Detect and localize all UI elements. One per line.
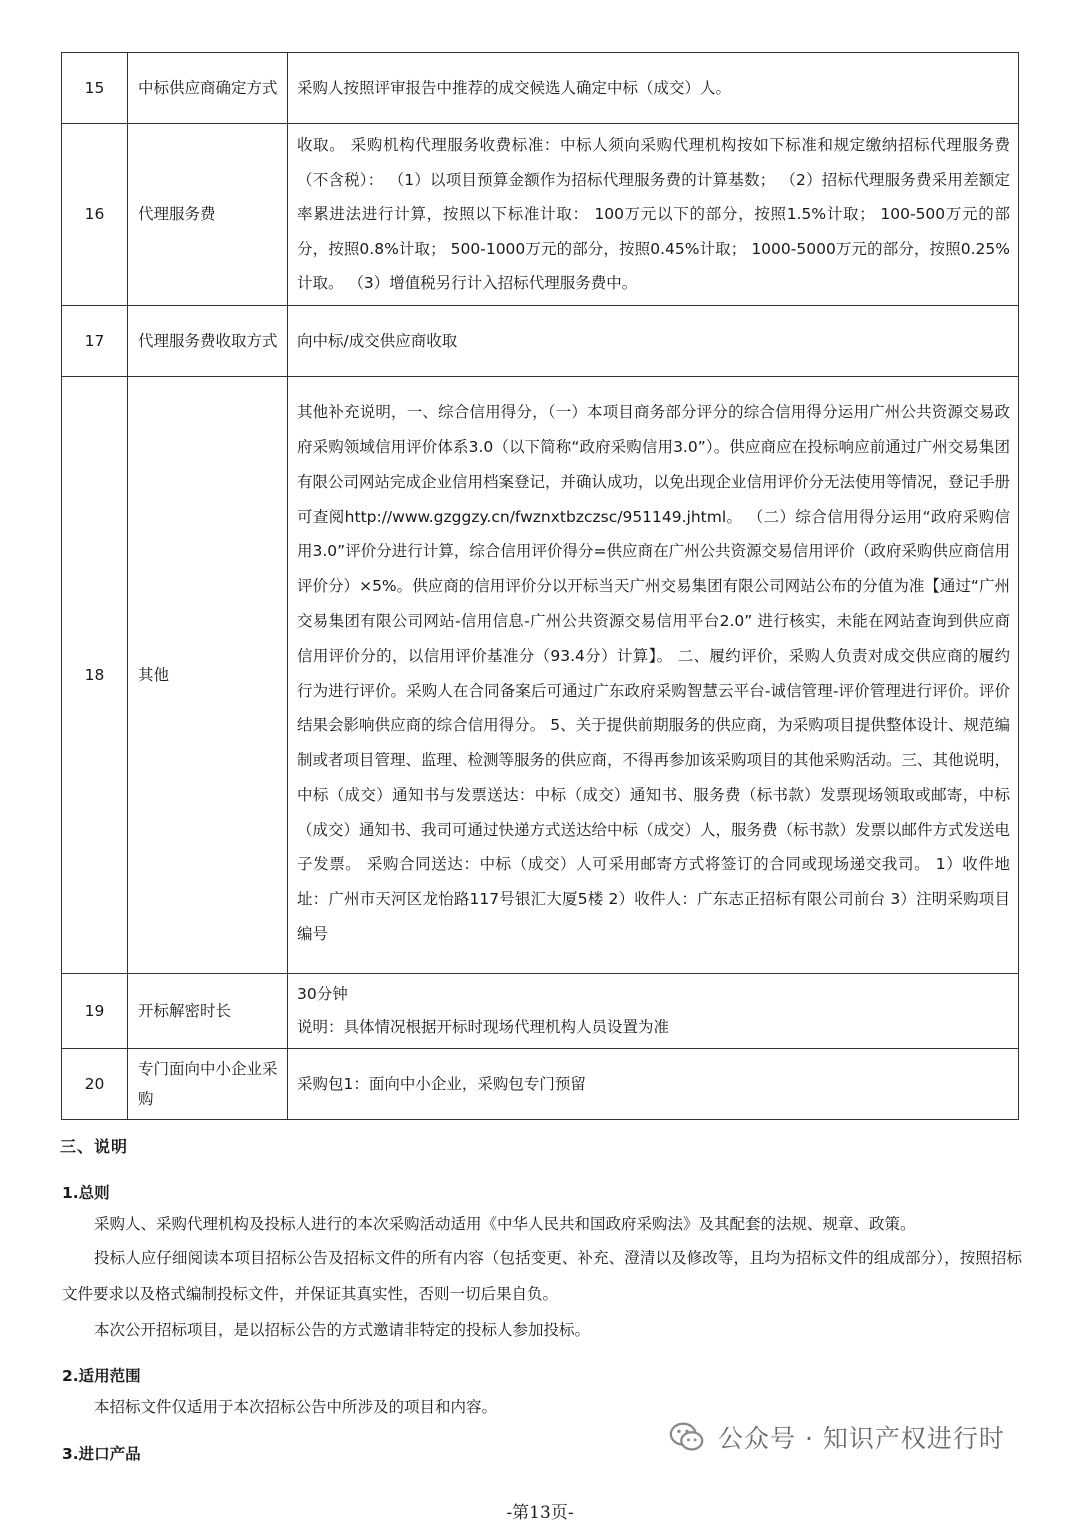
row-item-value — [288, 1048, 1019, 1119]
row-item-name: 中标供应商确定方式 — [128, 53, 288, 124]
value-line: 采购人按照评审报告中推荐的成交候选人确定中标（成交）人。 — [297, 79, 732, 97]
table-row — [62, 305, 1019, 376]
subsection-title: 3.进口产品 — [62, 1445, 141, 1463]
row-item-value — [288, 973, 1019, 1048]
table-row — [62, 1048, 1019, 1119]
value-line: 说明：具体情况根据开标时现场代理机构人员设置为准 — [297, 1017, 670, 1036]
row-number: 19 — [62, 973, 128, 1048]
table-row — [62, 376, 1019, 973]
page-number: -第13页- — [506, 1503, 574, 1523]
paragraph: 采购人、采购代理机构及投标人进行的本次采购活动适用《中华人民共和国政府采购法》及其配套的法规、规章、政策。 — [94, 1215, 916, 1233]
value-line: 收取。 采购机构代理服务收费标准：中标人须向采购代理机构按如下标准和规定缴纳招标代理服务费（不含税）： （1）以项目预算金额作为招标代理服务费的计算基数； （2）招标代理服务费采用差额定率累进法进行计算，按照以下标准计取： 100万元以下的部分，按照1.5%计取； 100-500万元的部分，按照0.8%计取； 500-1000万元的部分，按照0.45%计取； 1000-5000万元的部分，按照0.25%计取。 （3）增值税另行计入招标代理服务费中。 — [297, 136, 1010, 292]
row-number: 17 — [62, 305, 128, 376]
row-item-name: 专门面向中小企业采购 — [128, 1048, 288, 1119]
paragraph: 本次公开招标项目，是以招标公告的方式邀请非特定的投标人参加投标。 — [94, 1321, 591, 1339]
wechat-icon — [668, 1418, 706, 1456]
row-item-value — [288, 305, 1019, 376]
table-row — [62, 973, 1019, 1048]
section-heading: 三、说明 — [60, 1137, 129, 1156]
subsection-title: 1.总则 — [62, 1184, 110, 1202]
watermark — [668, 1418, 1005, 1456]
value-line: 其他补充说明，一、综合信用得分，（一）本项目商务部分评分的综合信用得分运用广州公共资源交易政府采购领域信用评价体系3.0（以下简称“政府采购信用3.0”）。供应商应在投标响应前通过广州交易集团有限公司网站完成企业信用档案登记，并确认成功，以免出现企业信用评价分无法使用等情况，登记手册可查阅http://www.gzggzy.cn/fwznxtbzczsc/951149.jhtml。 （二）综合信用得分运用“政府采购信用3.0”评价分进行计算，综合信用评价得分=供应商在广州公共资源交易信用评价（政府采购供应商信用评价分）×5%。供应商的信用评价分以开标当天广州交易集团有限公司网站公布的分值为准【通过“广州交易集团有限公司网站-信用信息-广州公共资源交易信用平台2.0” 进行核实，未能在网站查询到供应商信用评价分的，以信用评价基准分（93.4分）计算】。 二、履约评价，采购人负责对成交供应商的履约行为进行评价。采购人在合同备案后可通过广东政府采购智慧云平台-诚信管理-评价管理进行评价。评价结果会影响供应商的综合信用得分。 5、关于提供前期服务的供应商，为采购项目提供整体设计、规范编制或者项目管理、监理、检测等服务的供应商，不得再参加该采购项目的其他采购活动。三、其他说明，中标（成交）通知书与发票送达：中标（成交）通知书、服务费（标书款）发票现场领取或邮寄，中标（成交）通知书、我司可通过快递方式送达给中标（成交）人，服务费（标书款）发票以邮件方式发送电子发票。 采购合同送达：中标（成交）人可采用邮寄方式将签订的合同或现场递交我司。 1）收件地址：广州市天河区龙怡路117号银汇大厦5楼 2）收件人：广东志正招标有限公司前台 3）注明采购项目编号 — [297, 403, 1011, 944]
value-line: 采购包1：面向中小企业，采购包专门预留 — [297, 1074, 586, 1093]
value-line: 30分钟 — [297, 984, 348, 1003]
row-item-name: 其他 — [128, 376, 288, 973]
paragraph: 投标人应仔细阅读本项目招标公告及招标文件的所有内容（包括变更、补充、澄清以及修改等，且均为招标文件的组成部分），按照招标文件要求以及格式编制投标文件，并保证其真实性，否则一切后果自负。 — [62, 1249, 1022, 1303]
table-row — [62, 124, 1019, 306]
row-item-value — [288, 124, 1019, 306]
subsection-title: 2.适用范围 — [62, 1367, 141, 1385]
value-line: 向中标/成交供应商收取 — [297, 331, 458, 350]
requirements-table — [61, 52, 1019, 1120]
table-row — [62, 53, 1019, 124]
row-number: 15 — [62, 53, 128, 124]
row-item-name: 开标解密时长 — [128, 973, 288, 1048]
paragraph: 本招标文件仅适用于本次招标公告中所涉及的项目和内容。 — [94, 1398, 498, 1416]
row-item-name: 代理服务费收取方式 — [128, 305, 288, 376]
row-number: 18 — [62, 376, 128, 973]
watermark-text: 公众号 · 知识产权进行时 — [718, 1424, 1005, 1453]
row-item-name: 代理服务费 — [128, 124, 288, 306]
row-item-value — [288, 53, 1019, 124]
row-number: 16 — [62, 124, 128, 306]
row-item-value — [288, 376, 1019, 973]
row-number: 20 — [62, 1048, 128, 1119]
